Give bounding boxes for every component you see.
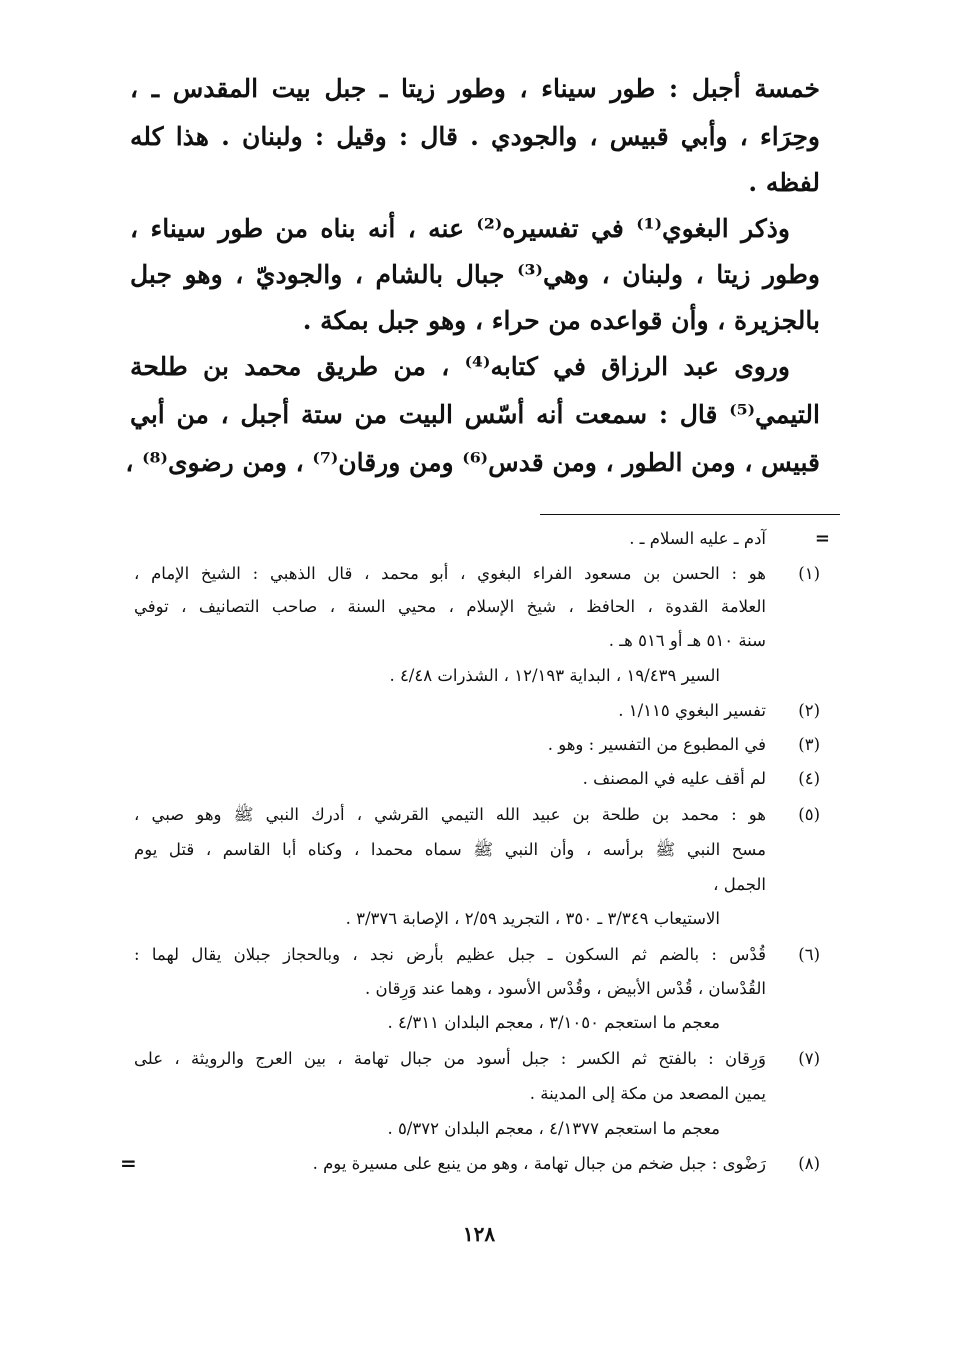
footnote-line: لم أقف عليه في المصنف . [582,769,766,788]
footnote-source: السير ١٩/٤٣٩ ، البداية ١٢/١٩٣ ، الشذرات ٤/٤٨ . [389,666,720,685]
continuation-marker: = [814,528,830,549]
footnote-line: العلامة القدوة ، الحافظ ، شيخ الإسلام ، محيي السنة ، صاحب التصانيف ، توفي [134,597,766,616]
main-text-line: خمسة أجبل : طور سيناء ، وطور زيتا ـ جبل بيت المقدس ـ ، [130,74,820,103]
footnote-line: هو : الحسن بن مسعود الفراء البغوي ، أبو محمد ، قال الذهبي : الشيخ الإمام ، [134,564,766,583]
footnote-number: (٢) [798,701,820,720]
footnote-source: الاستيعاب ٣/٣٤٩ ـ ٣٥٠ ، التجريد ٢/٥٩ ، الإصابة ٣/٣٧٦ . [345,909,720,928]
main-text-line: وحِرَاء ، وأبي قبيس ، والجودي . قال : وقيل : ولبنان . هذا كله [130,122,820,151]
page-number: ١٢٨ [462,1222,496,1246]
footnote-line: تفسير البغوي ١/١١٥ . [618,701,766,720]
main-text-line: التيمي⁽⁵⁾ قال : سمعت أنه أسّس البيت من ستة أجبل ، من أبي [130,400,820,429]
footnote-separator [540,514,840,515]
main-text-line: وذكر البغوي⁽¹⁾ في تفسيره⁽²⁾ عنه ، أنه بناه من طور سيناء ، [130,214,791,243]
main-text-line: وطور زيتا ، ولبنان ، وهي⁽³⁾ جبال بالشام ، والجوديّ ، وهو جبل [130,260,821,289]
footnote-line: قُدْس : بالضم ثم السكون ـ جبل عظيم بأرض نجد ، وبالحجاز جبلان يقال لهما : [134,945,766,964]
footnote-number: (٣) [798,735,820,754]
main-text-line: وروى عبد الرزاق في كتابه⁽⁴⁾ ، من طريق محمد بن طلحة [130,352,790,381]
footnote-line: مسح النبي ﷺ برأسه ، وأن النبي ﷺ سماه محمدا ، وكناه أبا القاسم ، قتل يوم [134,840,766,859]
footnote-line: سنة ٥١٠ هـ أو ٥١٦ هـ . [608,631,766,650]
footnote-line: هو : محمد بن طلحة بن عبيد الله التيمي القرشي ، أدرك النبي ﷺ وهو صبي ، [134,805,766,824]
footnote-number: (٦) [798,945,820,964]
footnote-number: (٧) [798,1049,820,1068]
footnote-carry-over: آدم ـ عليه السلام ـ . [629,529,766,548]
footnote-number: (٥) [798,805,820,824]
main-text-line: قبيس ، ومن الطور ، ومن قدس⁽⁶⁾ ومن ورقان⁽⁷⁾ ، ومن رضوى⁽⁸⁾ ، [125,448,820,477]
footnote-line: يمين المصعد من مكة إلى المدينة . [529,1084,766,1103]
footnote-line: رَضْوى : جبل ضخم من جبال تهامة ، وهو من ينبع على مسيرة يوم . [312,1154,766,1173]
footnote-number: (١) [798,564,820,583]
continuation-marker: = [120,1151,137,1175]
footnote-line: وَرِقان : بالفتح ثم الكسر : جبل أسود من جبال تهامة ، بين العرج والرويثة ، على [134,1049,766,1068]
footnote-line: القُدْسان ، قُدْس الأبيض ، وقُدْس الأسود ، وهما عند وَرِقان . [364,979,766,998]
footnote-number: (٨) [798,1154,820,1173]
footnote-line: الجمل ، [713,875,766,894]
main-text-line: بالجزيرة ، وأن قواعده من حراء ، وهو جبل بمكة . [302,306,820,335]
main-text-line: لفظه . [748,168,820,197]
footnote-line: في المطبوع من التفسير : وهو . [547,735,766,754]
footnote-source: معجم ما استعجم ٤/١٣٧٧ ، معجم البلدان ٥/٣٧٢ . [387,1119,720,1138]
footnote-source: معجم ما استعجم ٣/١٠٥٠ ، معجم البلدان ٤/٣١١ . [387,1013,720,1032]
footnote-number: (٤) [798,769,820,788]
